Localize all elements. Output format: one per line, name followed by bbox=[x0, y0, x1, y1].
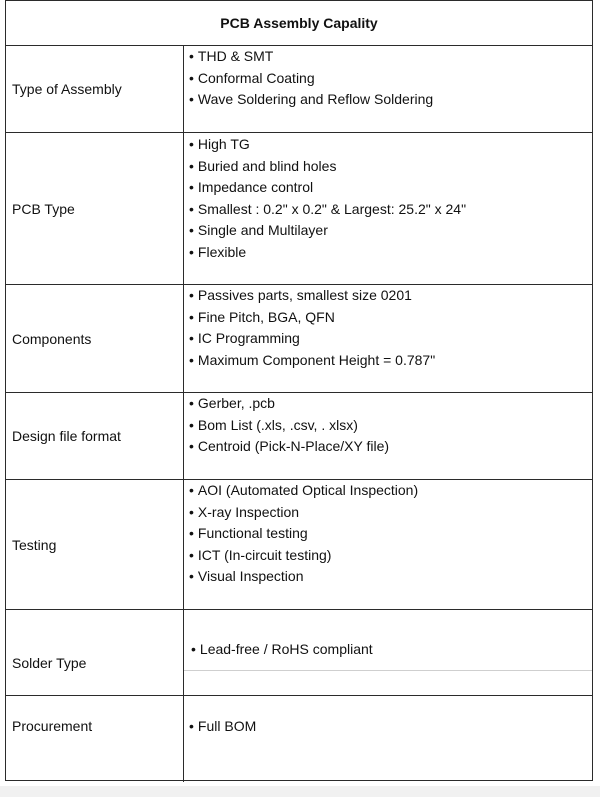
list-item: • Conformal Coating bbox=[189, 68, 592, 90]
row-label: Procurement bbox=[6, 696, 184, 782]
row-label: Components bbox=[6, 285, 184, 392]
table-row-pcb-type bbox=[6, 133, 592, 285]
row-label: Testing bbox=[6, 480, 184, 609]
table-row-procurement bbox=[6, 696, 592, 782]
table-row-design-file-format bbox=[6, 393, 592, 480]
list-item: • Centroid (Pick-N-Place/XY file) bbox=[189, 436, 592, 458]
list-item: • Gerber, .pcb bbox=[189, 393, 592, 415]
list-item: • Fine Pitch, BGA, QFN bbox=[189, 307, 592, 329]
page-footer-strip bbox=[0, 786, 600, 797]
row-values bbox=[184, 133, 592, 284]
row-label: PCB Type bbox=[6, 133, 184, 284]
list-item: • Single and Multilayer bbox=[189, 220, 592, 242]
row-label: Solder Type bbox=[6, 610, 184, 695]
list-item: • High TG bbox=[189, 134, 592, 156]
table-row-type-of-assembly bbox=[6, 45, 592, 133]
row-values bbox=[184, 393, 592, 479]
list-item: • Wave Soldering and Reflow Soldering bbox=[189, 89, 592, 111]
list-item: • X-ray Inspection bbox=[189, 502, 592, 524]
list-item: • Maximum Component Height = 0.787" bbox=[189, 350, 592, 372]
list-item: • Flexible bbox=[189, 242, 592, 264]
divider bbox=[184, 670, 592, 671]
table-row-components bbox=[6, 285, 592, 393]
list-item: • Impedance control bbox=[189, 177, 592, 199]
list-item: • Smallest : 0.2" x 0.2" & Largest: 25.2" x 24" bbox=[189, 199, 592, 221]
row-values bbox=[184, 285, 592, 392]
list-item: • Functional testing bbox=[189, 523, 592, 545]
row-label: Design file format bbox=[6, 393, 184, 479]
row-label: Type of Assembly bbox=[6, 45, 184, 132]
list-item: • THD & SMT bbox=[189, 46, 592, 68]
list-item: • Passives parts, smallest size 0201 bbox=[189, 285, 592, 307]
row-values bbox=[184, 610, 592, 695]
row-values bbox=[184, 45, 592, 132]
table-row-testing bbox=[6, 480, 592, 610]
table-title: PCB Assembly Capality bbox=[6, 1, 592, 46]
list-item: • Bom List (.xls, .csv, . xlsx) bbox=[189, 415, 592, 437]
list-item: • AOI (Automated Optical Inspection) bbox=[189, 480, 592, 502]
list-item: • Lead-free / RoHS compliant bbox=[191, 639, 592, 661]
capability-table bbox=[5, 0, 593, 781]
list-item: • IC Programming bbox=[189, 328, 592, 350]
row-values bbox=[184, 480, 592, 609]
table-row-solder-type bbox=[6, 610, 592, 696]
list-item: • Full BOM bbox=[189, 716, 592, 738]
list-item: • Buried and blind holes bbox=[189, 156, 592, 178]
list-item: • Visual Inspection bbox=[189, 566, 592, 588]
row-values bbox=[184, 696, 592, 782]
list-item: • ICT (In-circuit testing) bbox=[189, 545, 592, 567]
